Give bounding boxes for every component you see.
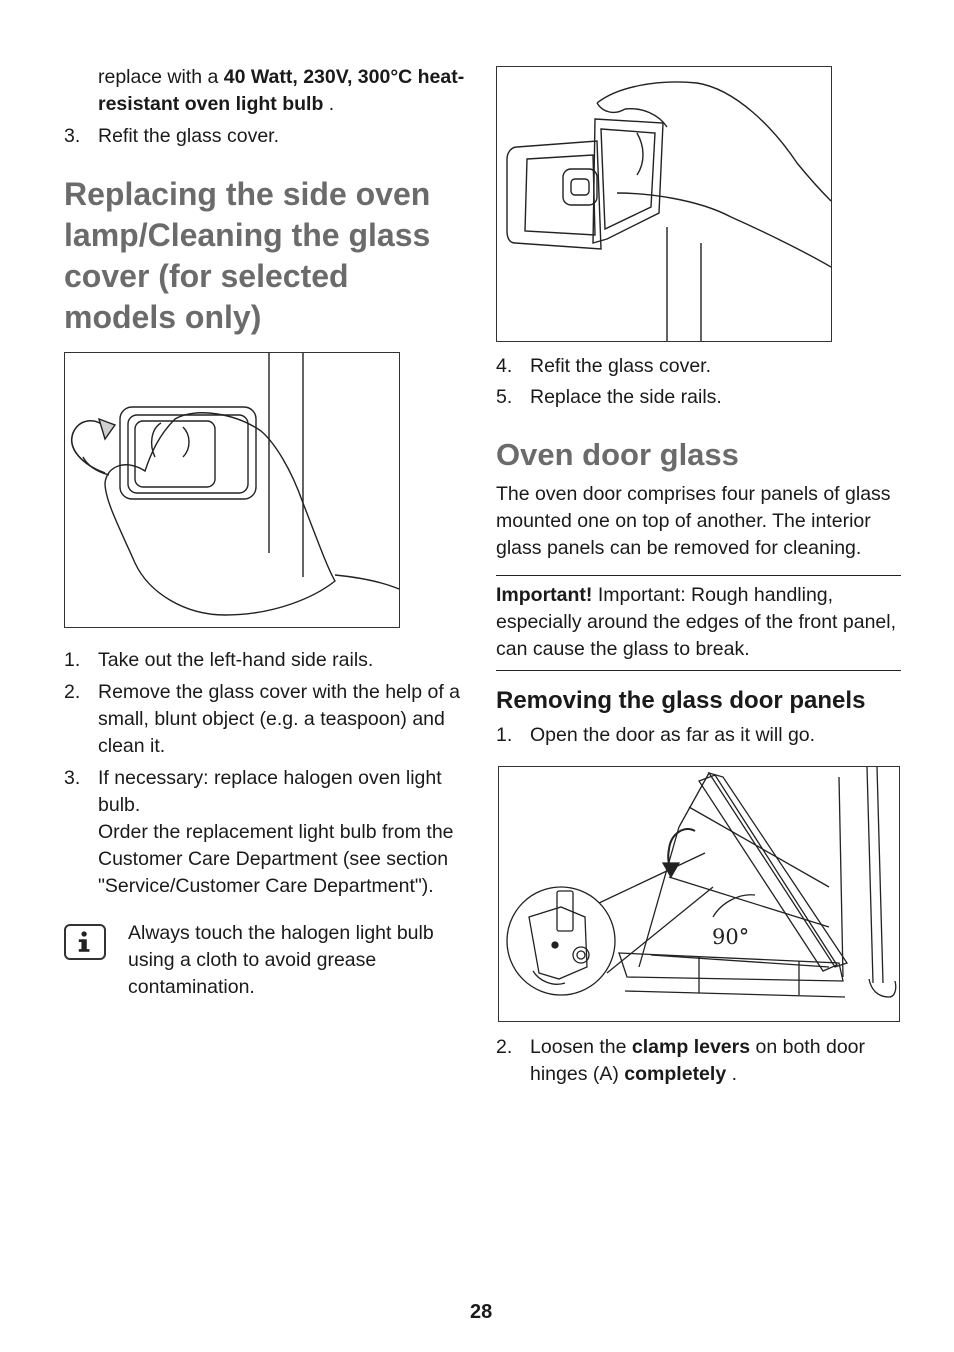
intro-bulb-spec: 40 Watt, 230V, 300°C heat-resistant oven light bulb <box>98 66 465 115</box>
loosen-middle: on both door hinges (A) <box>530 1036 866 1085</box>
list-text: Take out the left-hand side rails. <box>98 649 374 671</box>
list-text: If necessary: replace halogen oven light bulb. <box>98 767 442 816</box>
clamp-levers-term: clamp levers <box>631 1036 751 1058</box>
list-text: Replace the side rails. <box>530 386 722 408</box>
loosen-suffix: . <box>726 1063 738 1085</box>
list-number: 4. <box>496 355 513 377</box>
list-text: Remove the glass cover with the help of a small, blunt object (e.g. a teaspoon) and clean it. <box>98 681 461 757</box>
completely-term: completely <box>624 1063 727 1085</box>
important-top-rule <box>496 575 901 576</box>
page-number: 28 <box>470 1301 493 1323</box>
list-number: 1. <box>64 649 81 671</box>
section-heading-oven-door-glass: Oven door glass <box>496 437 739 472</box>
list-text: Refit the glass cover. <box>98 125 280 147</box>
list-text-extra: Order the replacement light bulb from the Customer Care Department (see section "Service/Customer Care Department"). <box>98 821 454 897</box>
list-number: 2. <box>64 681 81 703</box>
list-number: 2. <box>496 1036 513 1058</box>
section-heading-side-lamp: Replacing the side oven lamp/Cleaning the glass cover (for selected models only) <box>64 176 431 335</box>
list-number: 5. <box>496 386 513 408</box>
list-number: 3. <box>64 767 81 789</box>
subheading-removing-panels: Removing the glass door panels <box>496 687 866 714</box>
list-number: 1. <box>496 724 513 746</box>
important-text: Important: Rough handling, especially around the edges of the front panel, can cause the glass to break. <box>496 584 897 660</box>
figure-refit-glass-cover <box>496 66 832 342</box>
list-number: 3. <box>64 125 81 147</box>
figure-open-door <box>498 766 900 1022</box>
loosen-prefix: Loosen the <box>530 1036 632 1058</box>
intro-text <box>98 64 478 118</box>
info-icon <box>64 924 106 960</box>
figure-remove-glass-cover <box>64 352 400 628</box>
angle-label: 90° <box>712 925 750 949</box>
note-text: Always touch the halogen light bulb using a cloth to avoid grease contamination. <box>128 922 434 998</box>
door-glass-paragraph: The oven door comprises four panels of glass mounted one on top of another. The interior glass panels can be removed for cleaning. <box>496 483 891 559</box>
important-note <box>496 582 906 663</box>
list-text: Refit the glass cover. <box>530 355 712 377</box>
intro-prefix: replace with a <box>98 66 224 88</box>
important-label: Important! <box>496 584 593 606</box>
important-bottom-rule <box>496 670 901 671</box>
intro-suffix: . <box>323 93 335 115</box>
list-text: Open the door as far as it will go. <box>530 724 816 746</box>
